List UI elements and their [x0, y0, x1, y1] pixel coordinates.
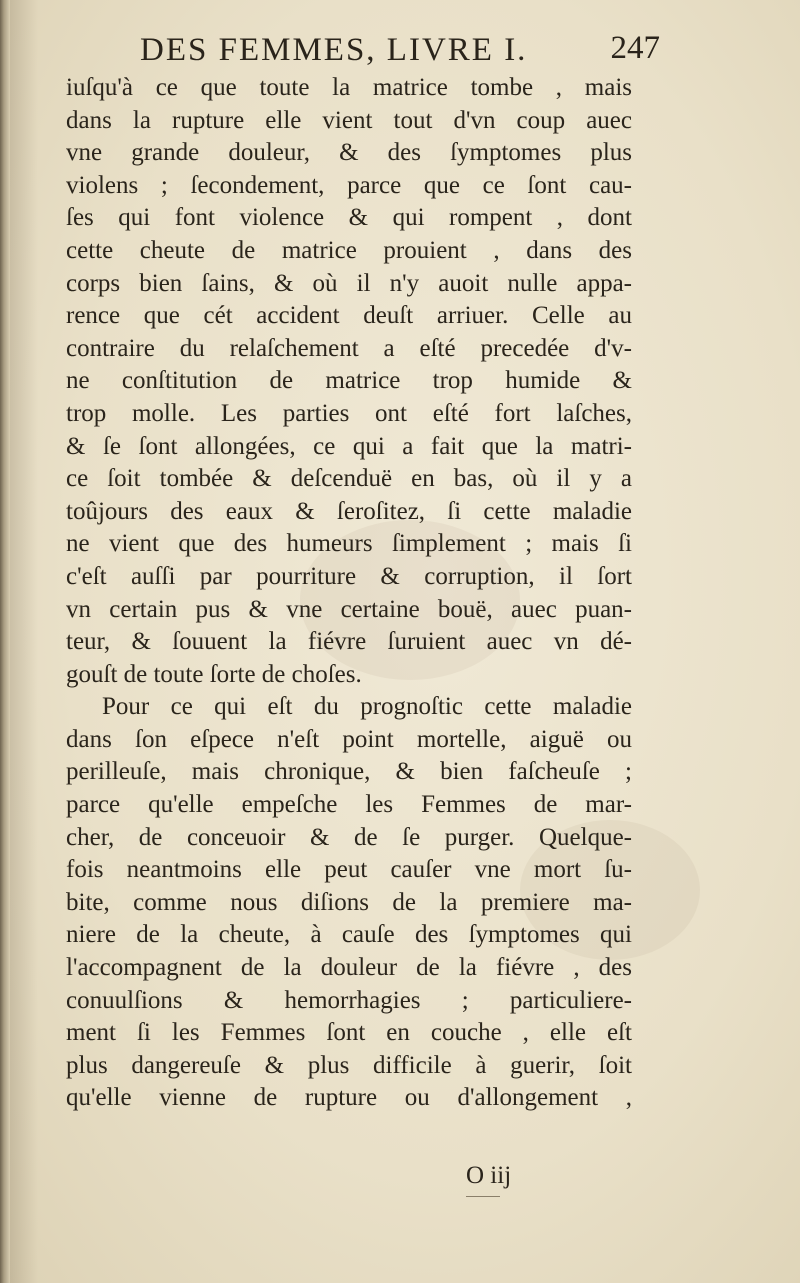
- page-number: 247: [610, 30, 660, 66]
- text-line: bite, comme nous diſions de la premiere ma-: [66, 888, 632, 916]
- text-line: ne vient que des humeurs ſimplement ; mais ſi: [66, 530, 632, 558]
- running-head: DES FEMMES, LIVRE I.: [140, 32, 528, 68]
- gutter-shadow: [10, 0, 38, 1283]
- text-line: perilleuſe, mais chronique, & bien faſcheuſe ;: [66, 758, 632, 786]
- text-line: cette cheute de matrice prouient , dans des: [66, 236, 632, 264]
- text-line: ne conſtitution de matrice trop humide &: [66, 367, 632, 395]
- paragraph-start-line: Pour ce qui eſt du prognoſtic cette maladie: [102, 693, 632, 721]
- text-line: l'accompagnent de la douleur de la fiévre , des: [66, 954, 632, 982]
- text-line: ment ſi les Femmes ſont en couche , elle eſt: [66, 1019, 632, 1047]
- text-line: violens ; ſecondement, parce que ce ſont cau-: [66, 171, 632, 199]
- signature-mark: O iij: [466, 1162, 512, 1189]
- text-line: rence que cét accident deuſt arriuer. Celle au: [66, 302, 632, 330]
- text-line: vn certain pus & vne certaine bouë, auec puan-: [66, 595, 632, 623]
- text-line: teur, & ſouuent la fiévre ſuruient auec vn dé-: [66, 628, 632, 656]
- text-line: qu'elle vienne de rupture ou d'allongement ,: [66, 1084, 632, 1112]
- page-header: [120, 26, 660, 76]
- text-line: dans la rupture elle vient tout d'vn coup auec: [66, 106, 632, 134]
- text-line: conuulſions & hemorrhagies ; particuliere-: [66, 986, 632, 1014]
- text-line: ſes qui font violence & qui rompent , dont: [66, 204, 632, 232]
- text-line: corps bien ſains, & où il n'y auoit nulle appa-: [66, 269, 632, 297]
- text-line: iuſqu'à ce que toute la matrice tombe , mais: [66, 74, 632, 101]
- text-line: fois neantmoins elle peut cauſer vne mort ſu-: [66, 856, 632, 884]
- text-line: contraire du relaſchement a eſté precedée d'v-: [66, 334, 632, 362]
- body-text: [66, 72, 632, 1115]
- text-line: parce qu'elle empeſche les Femmes de mar-: [66, 791, 632, 819]
- text-line: trop molle. Les parties ont eſté fort laſches,: [66, 399, 632, 427]
- text-line: vne grande douleur, & des ſymptomes plus: [66, 139, 632, 167]
- text-line: gouſt de toute ſorte de choſes.: [66, 660, 362, 688]
- text-line: plus dangereuſe & plus difficile à guerir, ſoit: [66, 1051, 632, 1079]
- binding-edge: [0, 0, 10, 1283]
- text-line: dans ſon eſpece n'eſt point mortelle, aiguë ou: [66, 725, 632, 753]
- signature-underline: [466, 1196, 500, 1197]
- text-line: & ſe ſont allongées, ce qui a fait que la matri-: [66, 432, 632, 460]
- text-line: cher, de conceuoir & de ſe purger. Quelque-: [66, 823, 632, 851]
- text-line: c'eſt auſſi par pourriture & corruption, il ſort: [66, 562, 632, 590]
- text-line: niere de la cheute, à cauſe des ſymptomes qui: [66, 921, 632, 949]
- text-line: ce ſoit tombée & deſcenduë en bas, où il y a: [66, 465, 632, 493]
- text-line: toûjours des eaux & ſeroſitez, ſi cette maladie: [66, 497, 632, 525]
